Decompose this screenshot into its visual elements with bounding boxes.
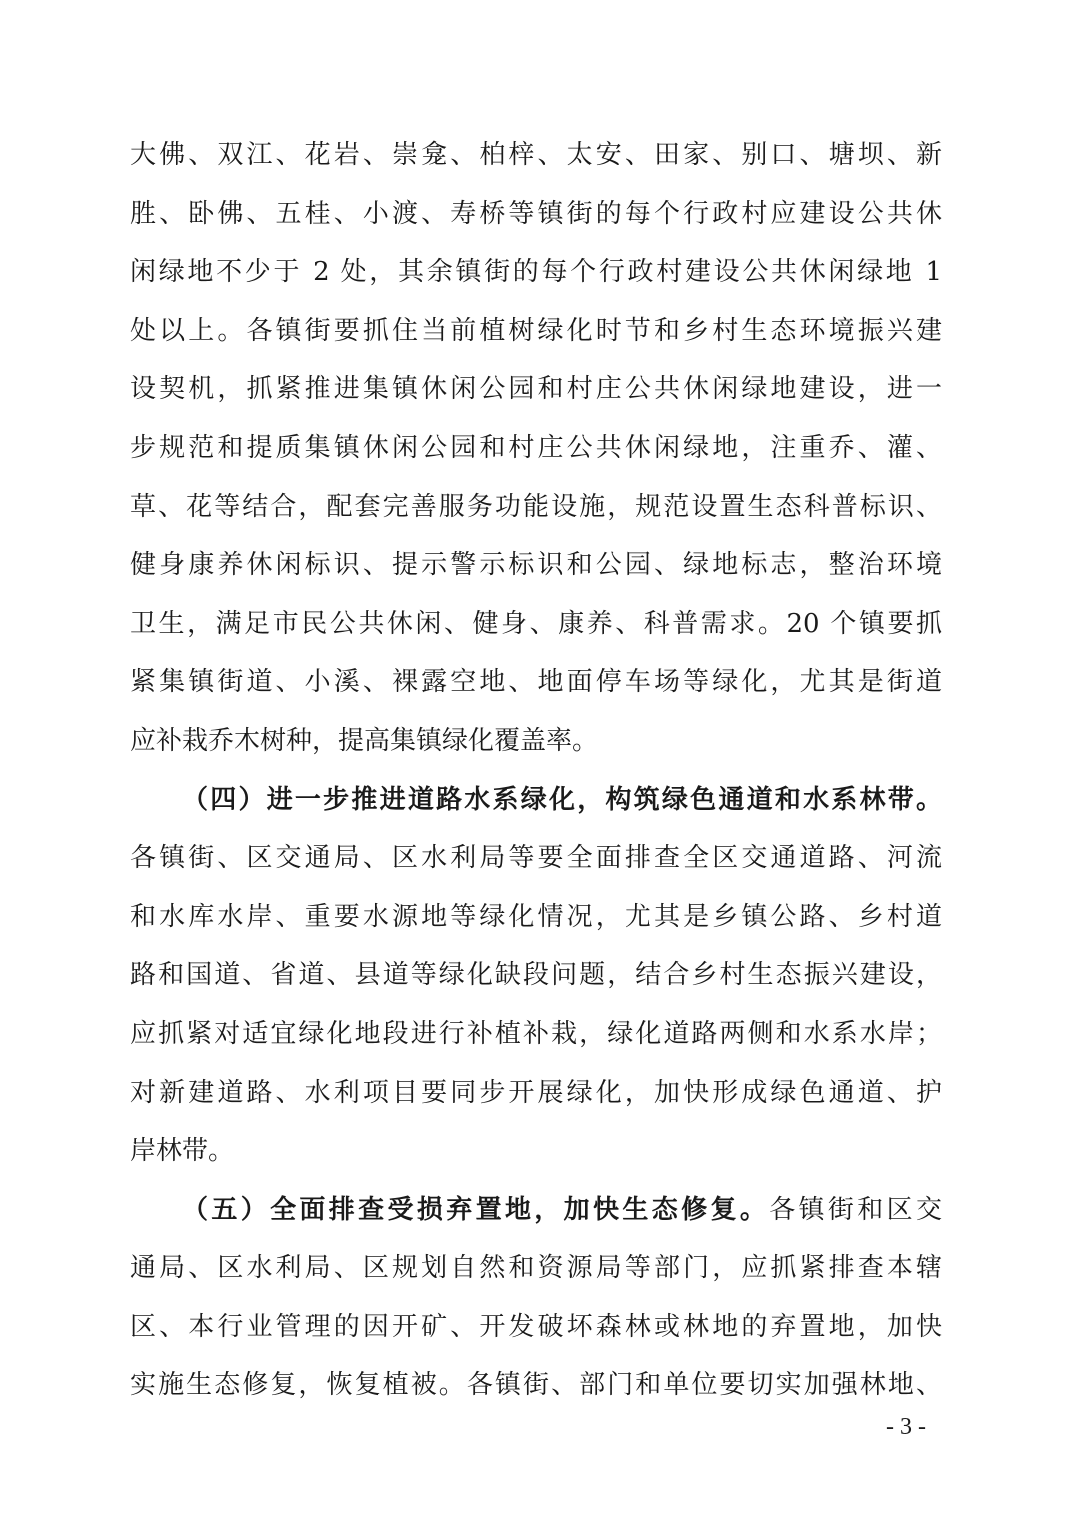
text-line: 卫生，满足市民公共休闲、健身、康养、科普需求。20 个镇要抓 [130,608,942,639]
heading-tail-text: 各镇街和区交 [769,1194,942,1225]
section-heading-5: （五）全面排查受损弃置地，加快生态修复。 [182,1194,770,1225]
page-number: - 3 - [886,1414,926,1440]
text-line: 设契机，抓紧推进集镇休闲公园和村庄公共休闲绿地建设，进一 [130,374,942,405]
body-text [130,126,942,1415]
text-line: 各镇街、区交通局、区水利局等要全面排查全区交通道路、河流 [130,843,942,874]
text-line: 草、花等结合，配套完善服务功能设施，规范设置生态科普标识、 [130,491,942,522]
text-line: 通局、区水利局、区规划自然和资源局等部门，应抓紧排查本辖 [130,1253,942,1284]
text-line: 和水库水岸、重要水源地等绿化情况，尤其是乡镇公路、乡村道 [130,901,942,932]
text-line: 对新建道路、水利项目要同步开展绿化，加快形成绿色通道、护 [130,1077,942,1108]
text-line: 岸林带。 [130,1136,235,1167]
text-line: 应抓紧对适宜绿化地段进行补植补栽，绿化道路两侧和水系水岸； [130,1018,942,1049]
text-line: 闲绿地不少于 2 处，其余镇街的每个行政村建设公共休闲绿地 1 [130,257,942,288]
text-line: 紧集镇街道、小溪、裸露空地、地面停车场等绿化，尤其是街道 [130,667,942,698]
text-line: 实施生态修复，恢复植被。各镇街、部门和单位要切实加强林地、 [130,1370,942,1401]
text-line: 步规范和提质集镇休闲公园和村庄公共休闲绿地，注重乔、灌、 [130,432,942,463]
section-heading-4: （四）进一步推进道路水系绿化，构筑绿色通道和水系林带。 [182,784,942,815]
text-line: 应补栽乔木树种，提高集镇绿化覆盖率。 [130,725,599,756]
section-heading-line-5 [130,1181,942,1240]
text-line: 胜、卧佛、五桂、小渡、寿桥等镇街的每个行政村应建设公共休 [130,198,942,229]
text-line: 健身康养休闲标识、提示警示标识和公园、绿地标志，整治环境 [130,550,942,581]
text-line: 处以上。各镇街要抓住当前植树绿化时节和乡村生态环境振兴建 [130,315,942,346]
text-line: 路和国道、省道、县道等绿化缺段问题，结合乡村生态振兴建设， [130,960,942,991]
text-line: 大佛、双江、花岩、崇龛、柏梓、太安、田家、别口、塘坝、新 [130,140,942,170]
text-line: 区、本行业管理的因开矿、开发破坏森林或林地的弃置地，加快 [130,1311,942,1342]
